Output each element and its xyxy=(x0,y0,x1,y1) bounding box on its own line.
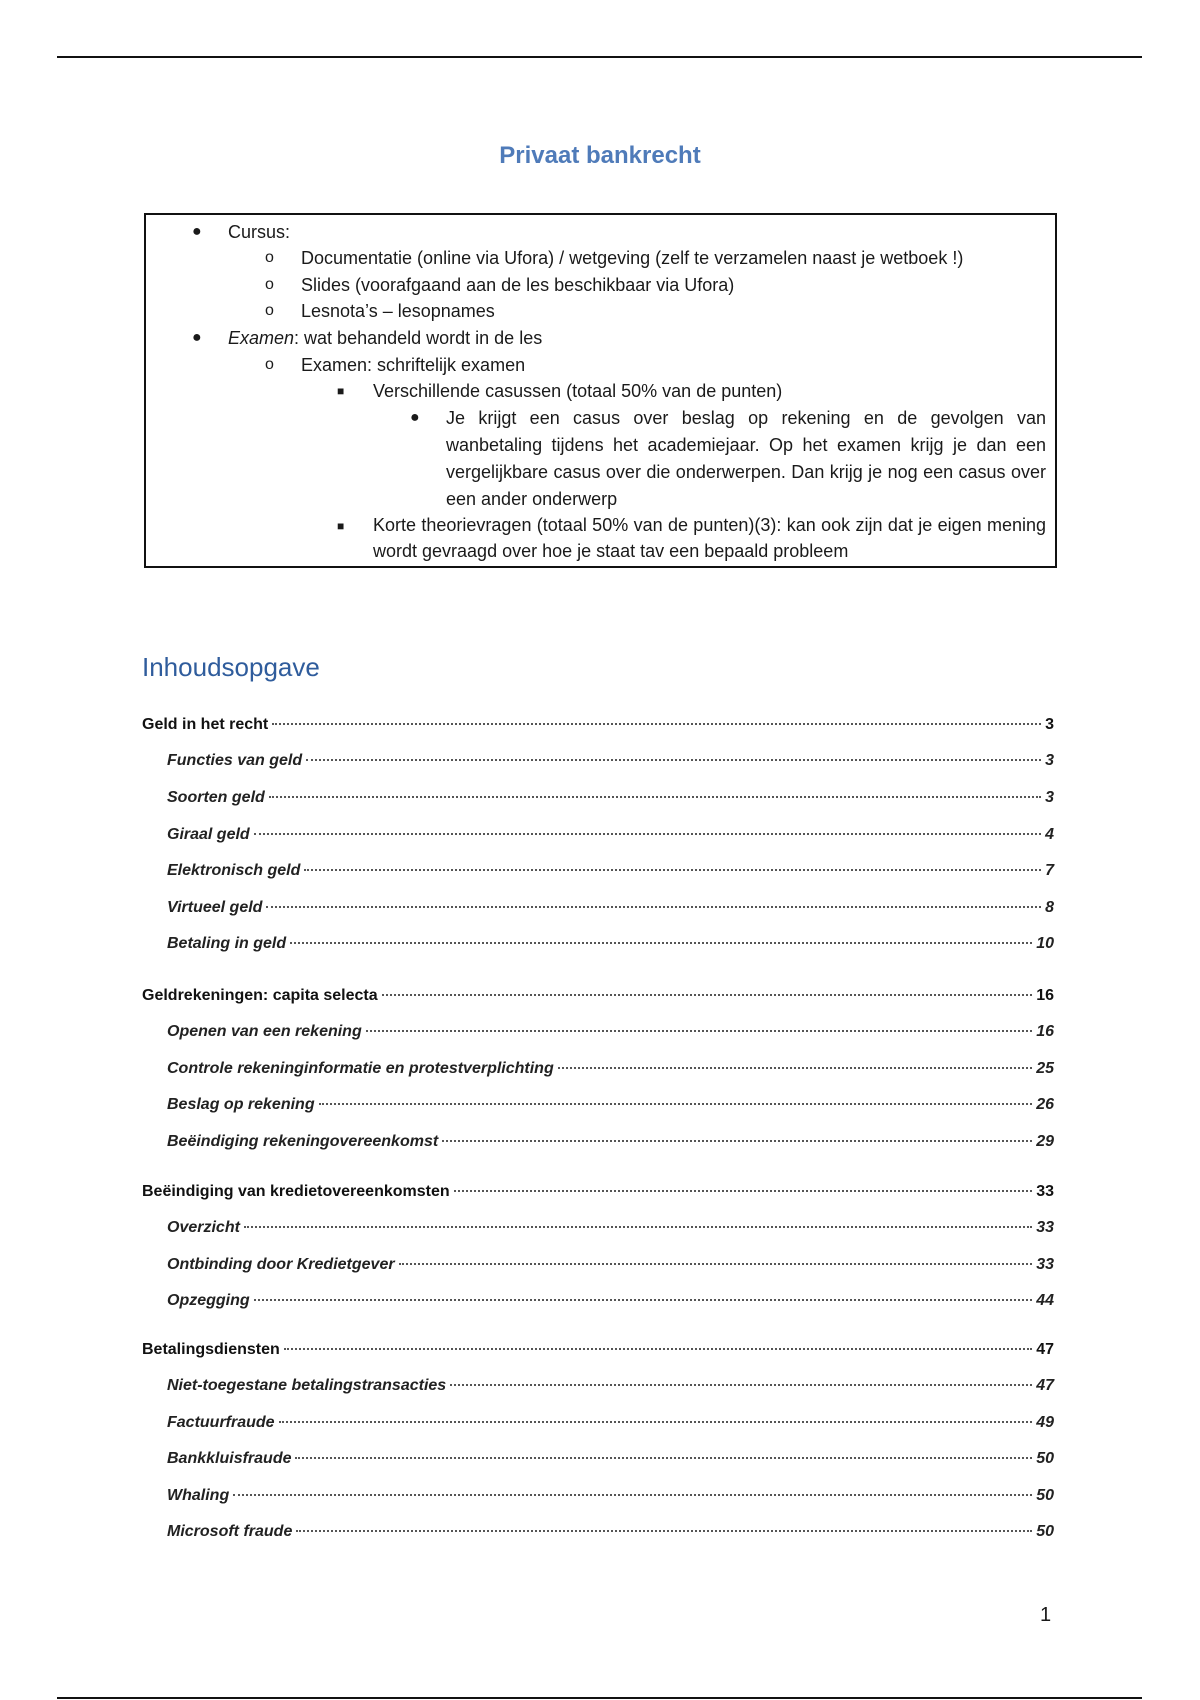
cursus-item: Slides (voorafgaand aan de les beschikbaar via Ufora) xyxy=(301,275,735,295)
toc-entry-level2[interactable]: Betaling in geld 10 xyxy=(167,935,1054,952)
examen-rest: : wat behandeld wordt in de les xyxy=(294,328,543,348)
course-info-box xyxy=(144,213,1057,568)
cursus-item: Documentatie (online via Ufora) / wetgeving (zelf te verzamelen naast je wetboek !) xyxy=(301,248,964,268)
document-title: Privaat bankrecht xyxy=(499,142,701,169)
bullet-icon: ● xyxy=(410,409,420,426)
examen-line xyxy=(228,325,542,351)
toc-entry-level2[interactable]: Overzicht 33 xyxy=(167,1219,1054,1236)
toc-entry-level2[interactable]: Microsoft fraude 50 xyxy=(167,1523,1054,1540)
toc-entry-level1[interactable]: Geld in het recht 3 xyxy=(142,716,1054,733)
circle-bullet-icon: o xyxy=(265,249,274,266)
toc-entry-level2[interactable]: Functies van geld 3 xyxy=(167,752,1054,769)
toc-entry-level2[interactable]: Whaling 50 xyxy=(167,1487,1054,1504)
toc-entry-level2[interactable]: Opzegging 44 xyxy=(167,1292,1054,1309)
bullet-icon: ● xyxy=(192,329,202,346)
theorie-item: Korte theorievragen (totaal 50% van de punten)(3): kan ook zijn dat je eigen mening wordt gevraagd over hoe je staat tav een bepaald probleem xyxy=(373,515,1046,561)
toc-entry-level2[interactable]: Beslag op rekening 26 xyxy=(167,1096,1054,1113)
toc-entry-level2[interactable]: Giraal geld 4 xyxy=(167,826,1054,843)
square-bullet-icon: ■ xyxy=(337,519,345,533)
header-rule xyxy=(57,56,1142,58)
examen-sub: Examen: schriftelijk examen xyxy=(301,355,526,375)
toc-entry-level2[interactable]: Beëindiging rekeningovereenkomst 29 xyxy=(167,1133,1054,1150)
circle-bullet-icon: o xyxy=(265,302,274,319)
toc-entry-level2[interactable]: Bankkluisfraude 50 xyxy=(167,1450,1054,1467)
toc-entry-level2[interactable]: Soorten geld 3 xyxy=(167,789,1054,806)
cursus-label: Cursus: xyxy=(228,222,291,242)
toc-entry-level1[interactable]: Geldrekeningen: capita selecta 16 xyxy=(142,987,1054,1004)
casussen-item: Verschillende casussen (totaal 50% van de punten) xyxy=(373,381,783,401)
toc-entry-level2[interactable]: Factuurfraude 49 xyxy=(167,1414,1054,1431)
cursus-item: Lesnota’s – lesopnames xyxy=(301,301,495,321)
toc-entry-level2[interactable]: Elektronisch geld 7 xyxy=(167,862,1054,879)
footer-rule xyxy=(57,1697,1142,1699)
toc-heading: Inhoudsopgave xyxy=(142,652,320,682)
toc-entry-level2[interactable]: Virtueel geld 8 xyxy=(167,899,1054,916)
toc-entry-level2[interactable]: Controle rekeninginformatie en protestverplichting 25 xyxy=(167,1060,1054,1077)
examen-label: Examen xyxy=(228,328,295,348)
page-number: 1 xyxy=(1040,1604,1052,1626)
casus-detail: Je krijgt een casus over beslag op rekening en de gevolgen van wanbetaling tijdens het academiejaar. Op het examen krijg je dan een vergelijkbare casus over die onderwerpen. Dan krijg je nog een casus over een ander onderwerp xyxy=(446,408,1046,509)
toc-entry-level2[interactable]: Niet-toegestane betalingstransacties 47 xyxy=(167,1377,1054,1394)
toc-entry-level1[interactable]: Beëindiging van kredietovereenkomsten 33 xyxy=(142,1183,1054,1200)
toc-entry-level2[interactable]: Openen van een rekening 16 xyxy=(167,1023,1054,1040)
square-bullet-icon: ■ xyxy=(337,384,345,398)
bullet-icon: ● xyxy=(192,223,202,240)
circle-bullet-icon: o xyxy=(265,276,274,293)
circle-bullet-icon: o xyxy=(265,356,274,373)
toc-entry-level1[interactable]: Betalingsdiensten 47 xyxy=(142,1341,1054,1358)
toc-entry-level2[interactable]: Ontbinding door Kredietgever 33 xyxy=(167,1256,1054,1273)
